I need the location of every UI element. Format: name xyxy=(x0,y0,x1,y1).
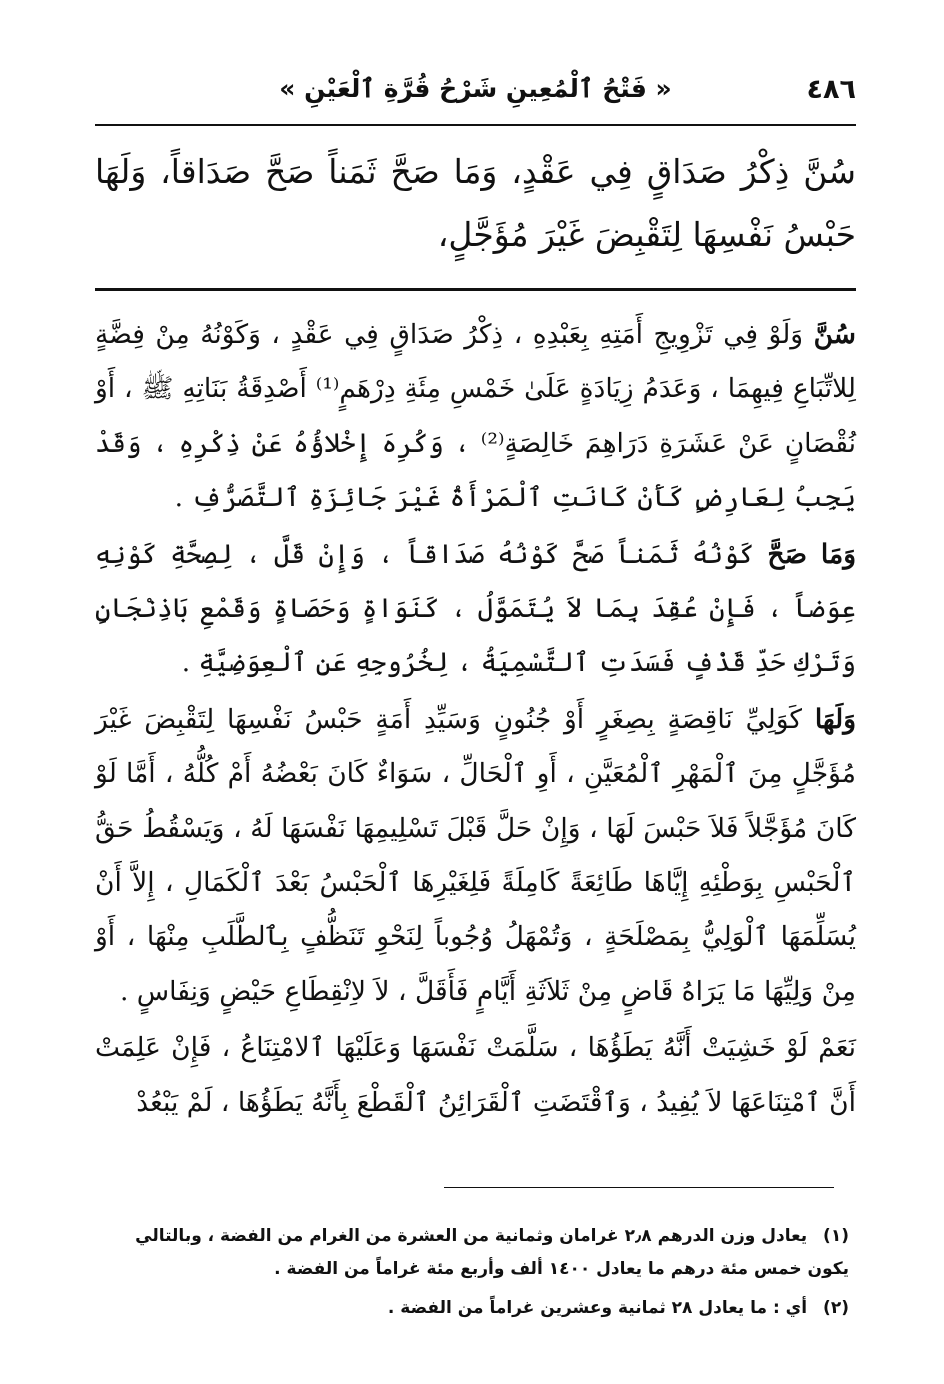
commentary-text: نَعَمْ لَوْ خَشِيَتْ أَنَّهُ يَطَؤُهَا ، سَلَّمَتْ نَفْسَهَا وَعَلَيْهَا ٱلامْتِنَاعُ ، فَإِنْ عَلِمَتْ أَنَّ ٱمْتِنَاعَهَا لاَ يُفِيدُ ، وَٱقْتَضَتِ ٱلْقَرَائِنُ ٱلْقَطْعَ بِأَنَّهُ يَطَؤُهَا ، لَمْ يَبْعُدْ xyxy=(95,1032,856,1118)
matn-text: سُنَّ ذِكْرُ صَدَاقٍ فِي عَقْدٍ، وَمَا صَحَّ ثَمَناً صَحَّ صَدَاقاً، وَلَهَا حَبْسُ نَفْسِهَا لِتَقْبِضَ غَيْرَ مُؤَجَّلٍ، xyxy=(95,152,856,254)
commentary-text: وَلَوْ فِي تَزْوِيجِ أَمَتِهِ بِعَبْدِهِ ، ذِكْرُ صَدَاقٍ فِي عَقْدٍ ، وَكَوْنُهُ مِنْ فِضَّةٍ لِلاتِّبَاعِ فِيهِمَا ، وَعَدَمُ زِيَادَةٍ عَلَىٰ خَمْسِ مِئَةِ دِرْهَمٍ⁽¹⁾ أَصْدِقَةُ بَنَاتِهِ ﷺ ، أَوْ نُقْصَانٍ عَنْ عَشَرَةِ دَرَاهِمَ خَالِصَةٍ⁽²⁾ ، وَكُرِهَ إِخْلاؤُهُ عَنْ ذِكْرِهِ ، وَقَدْ يَجِبُ لِعَارِضٍ كَأَنْ كَانَتِ ٱلْمَرْأَةُ غَيْرَ جَائِزَةِ ٱلتَّصَرُّفِ . xyxy=(95,319,856,514)
footnotes xyxy=(95,1220,849,1331)
matn-quote: سُنَّ xyxy=(813,319,856,350)
commentary-text: كَوَلِيِّ نَاقِصَةٍ بِصِغَرٍ أَوْ جُنُونٍ وَسَيِّدِ أَمَةٍ حَبْسُ نَفْسِهَا لِتَقْبِضَ غَيْرَ مُؤَجَّلٍ مِنَ ٱلْمَهْرِ ٱلْمُعَيَّنِ ، أَوِ ٱلْحَالِّ ، سَوَاءٌ كَانَ بَعْضُهُ أَمْ كُلُّهُ ، أَمَّا لَوْ كَانَ مُؤَجَّلاً فَلاَ حَبْسَ لَهَا ، وَإِنْ حَلَّ قَبْلَ تَسْلِيمِهَا نَفْسَهَا لَهُ ، وَيَسْقُطُ حَقُّ ٱلْحَبْسِ بِوَطْئِهِ إِيَّاهَا طَائِعَةً كَامِلَةً فَلِغَيْرِهَا ٱلْحَبْسُ بَعْدَ ٱلْكَمَالِ ، إِلاَّ أَنْ يُسَلِّمَهَا ٱلْوَلِيُّ بِمَصْلَحَةٍ ، وَتُمْهَلُ وُجُوباً لِنَحْوِ تَنَظُّفٍ بِٱلطَّلَبِ مِنْهَا ، أَوْ مِنْ وَلِيِّهَا مَا يَرَاهُ قَاضٍ مِنْ ثَلاَثَةِ أَيَّامٍ فَأَقَلَّ ، لاَ لاِنْقِطَاعِ حَيْضٍ وَنِفَاسٍ . xyxy=(95,703,856,1007)
footnote-text: أي : ما يعادل ٢٨ ثمانية وعشرين غراماً من الفضة . xyxy=(387,1298,808,1318)
footnote-text: يعادل وزن الدرهم ٢٫٨ غرامان وثمانية من العشرة من الغرام من الفضة ، وبالتالي يكون خمس مئة درهم ما يعادل ١٤٠٠ ألف وأربع مئة غراماً من الفضة . xyxy=(135,1226,849,1279)
page-number: ٤٨٦ xyxy=(806,74,856,105)
commentary-paragraph xyxy=(95,693,856,1019)
matn-quote: وَمَا صَحَّ xyxy=(767,538,856,570)
matn-divider xyxy=(95,288,856,291)
footnote-number: (١) xyxy=(823,1226,849,1246)
commentary-paragraph xyxy=(95,1021,856,1130)
commentary-paragraph xyxy=(95,528,856,691)
matn-quote: وَلَهَا xyxy=(814,703,856,735)
footnote-number: (٢) xyxy=(823,1298,849,1318)
commentary-text: كَوْنُهُ ثَمَناً صَحَّ كَوْنُهُ صَدَاقاً ، وَإِنْ قَلَّ ، لِصِحَّةِ كَوْنِهِ عِوَضاً ، فَإِنْ عُقِدَ بِمَا لاَ يُتَمَوَّلُ ، كَنَوَاةٍ وَحَصَاةٍ وَقَمْعِ بَاذِنْجَانٍ وَتَرْكِ حَدِّ قَذْفٍ فَسَدَتِ ٱلتَّسْمِيَةُ ، لِخُرُوجِهِ عَنِ ٱلْعِوَضِيَّةِ . xyxy=(95,538,856,679)
page-header xyxy=(95,68,856,118)
running-title: « فَتْحُ ٱلْمُعِينِ شَرْحُ قُرَّةِ ٱلْعَيْنِ » xyxy=(279,74,672,103)
commentary xyxy=(95,308,856,1130)
commentary-paragraph xyxy=(95,308,856,526)
footnote xyxy=(95,1292,849,1325)
footnote-rule xyxy=(444,1187,834,1188)
header-rule xyxy=(95,124,856,126)
footnote xyxy=(95,1220,849,1286)
